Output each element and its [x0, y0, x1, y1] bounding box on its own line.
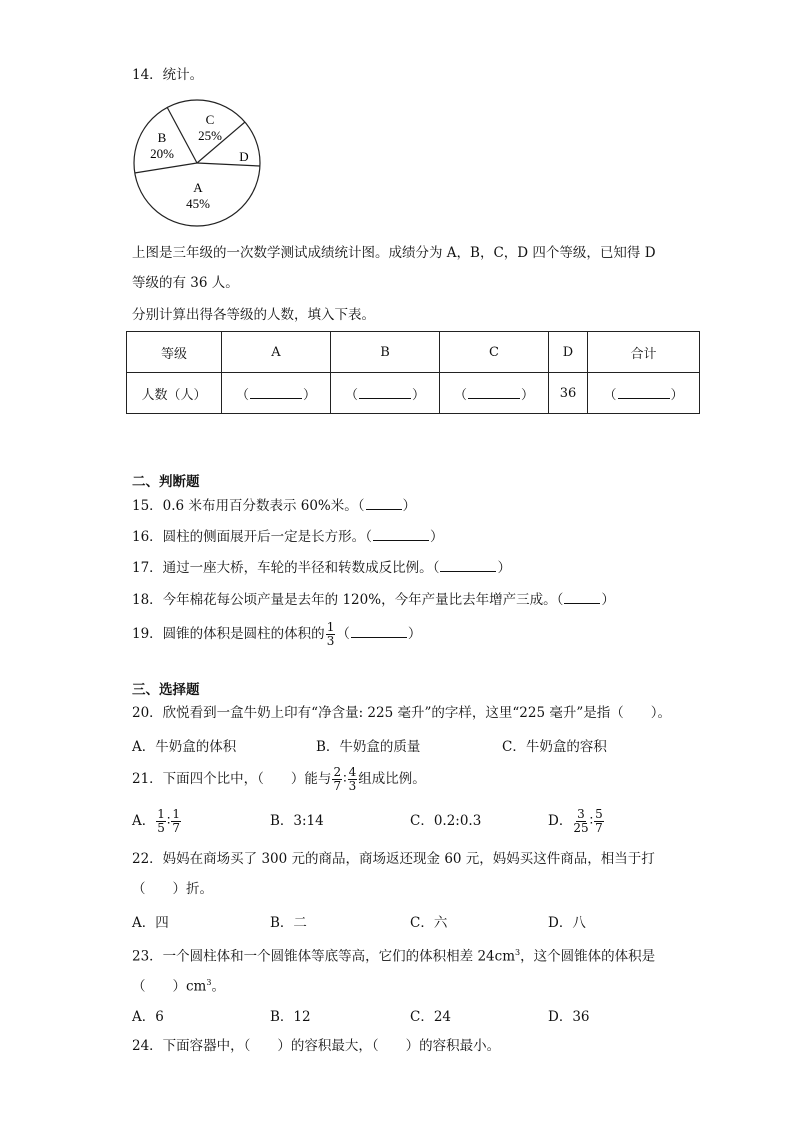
q22-line2: （ ）折。: [132, 881, 213, 897]
table-row-label: 人数（人）: [127, 373, 222, 414]
q22-option-a[interactable]: A．四: [132, 915, 169, 931]
q20-option-b[interactable]: B．牛奶盒的质量: [316, 739, 421, 755]
answer-blank[interactable]: [618, 385, 670, 399]
q23-line2: （ ）$cm^3$。: [132, 978, 225, 995]
pie-divider-ab: [135, 163, 198, 173]
q15: 15．0.6 米布用百分数表示 60%米。（ ）: [132, 498, 416, 514]
answer-blank[interactable]: [351, 624, 407, 638]
q21-option-d[interactable]: D． $\frac{3}{25}$ ∶ $\frac{5}{7}$: [548, 807, 603, 835]
q21-option-c[interactable]: C．0.2:0.3: [410, 813, 482, 829]
pie-divider-da: [197, 163, 260, 166]
table-header-cell: C: [440, 332, 549, 373]
fraction-one-third: $\frac{1}{3}$: [326, 620, 335, 648]
q23-option-a[interactable]: A．6: [132, 1009, 164, 1025]
table-row: [127, 373, 700, 414]
table-header-row: [127, 332, 700, 373]
q16: 16．圆柱的侧面展开后一定是长方形。（ ）: [132, 529, 444, 545]
pie-value-a: 45%: [186, 196, 210, 211]
answer-blank[interactable]: [366, 496, 402, 510]
q23-option-b[interactable]: B．12: [270, 1009, 311, 1025]
pie-label-b: B: [157, 130, 167, 145]
q23-option-d[interactable]: D．36: [548, 1009, 590, 1025]
pie-label-d: D: [239, 149, 249, 164]
q14-desc-line1: 上图是三年级的一次数学测试成绩统计图。成绩分为 A，B，C，D 四个等级，已知得 D: [132, 245, 656, 261]
q22-option-c[interactable]: C．六: [410, 915, 448, 931]
answer-cell-b[interactable]: （ ）: [331, 373, 440, 414]
table-header-cell: D: [549, 332, 588, 373]
answer-blank[interactable]: [359, 385, 411, 399]
table-header-cell: 等级: [127, 332, 222, 373]
q19: 19．圆锥的体积是圆柱的体积的 $\frac{1}{3}$ （ ）: [132, 620, 422, 648]
table-header-cell: B: [331, 332, 440, 373]
q24-text: 24．下面容器中，（ ）的容积最大，（ ）的容积最小。: [132, 1038, 501, 1054]
pie-value-c: 25%: [198, 128, 222, 143]
section2-title: 二、判断题: [132, 474, 200, 490]
pie-label-c: C: [205, 112, 215, 127]
pie-chart: [130, 96, 264, 230]
value-cell-d: 36: [549, 373, 588, 414]
answer-blank[interactable]: [468, 385, 520, 399]
q21-text: 21．下面四个比中，（ ）能与 $\frac{2}{7}$ ∶ $\frac{4}{3}$ 组成比例。: [132, 765, 426, 793]
answer-cell-c[interactable]: （ ）: [440, 373, 549, 414]
q22-line1: 22．妈妈在商场买了 300 元的商品，商场返还现金 60 元，妈妈买这件商品，相当于打: [132, 851, 655, 867]
fraction-2-7: $\frac{2}{7}$: [333, 765, 342, 793]
pie-label-a: A: [193, 180, 203, 195]
section3-title: 三、选择题: [132, 682, 200, 698]
answer-cell-total[interactable]: （ ）: [588, 373, 700, 414]
pie-value-b: 20%: [150, 146, 174, 161]
q23-line1: 23．一个圆柱体和一个圆锥体等底等高，它们的体积相差 $24cm^3$，这个圆锥体的体积是: [132, 948, 656, 965]
table-header-cell: 合计: [588, 332, 700, 373]
q22-option-b[interactable]: B．二: [270, 915, 307, 931]
q20-option-a[interactable]: A．牛奶盒的体积: [132, 739, 237, 755]
answer-blank[interactable]: [250, 385, 302, 399]
fraction-4-3: $\frac{4}{3}$: [348, 765, 357, 793]
table-header-cell: A: [222, 332, 331, 373]
answer-cell-a[interactable]: （ ）: [222, 373, 331, 414]
q20-text: 20．欣悦看到一盒牛奶上印有“净含量: 225 毫升”的字样，这里“225 毫升”是指（ ）。: [132, 705, 671, 721]
q23-option-c[interactable]: C．24: [410, 1009, 452, 1025]
q22-option-d[interactable]: D．八: [548, 915, 586, 931]
q21-option-b[interactable]: B．3:14: [270, 813, 324, 829]
q14-desc-line2: 等级的有 36 人。: [132, 275, 239, 291]
q17: 17．通过一座大桥，车轮的半径和转数成反比例。（ ）: [132, 560, 511, 576]
q14-instruction: 分别计算出得各等级的人数，填入下表。: [132, 307, 375, 323]
answer-blank[interactable]: [373, 527, 429, 541]
answer-blank[interactable]: [564, 590, 600, 604]
answer-blank[interactable]: [440, 558, 496, 572]
q21-option-a[interactable]: A． $\frac{1}{5}$ ∶ $\frac{1}{7}$: [132, 807, 181, 835]
grade-table: [126, 331, 700, 414]
q14-heading: 14．统计。: [132, 67, 204, 83]
q18: 18．今年棉花每公顷产量是去年的 120%，今年产量比去年增产三成。（ ）: [132, 592, 615, 608]
q20-option-c[interactable]: C．牛奶盒的容积: [502, 739, 607, 755]
